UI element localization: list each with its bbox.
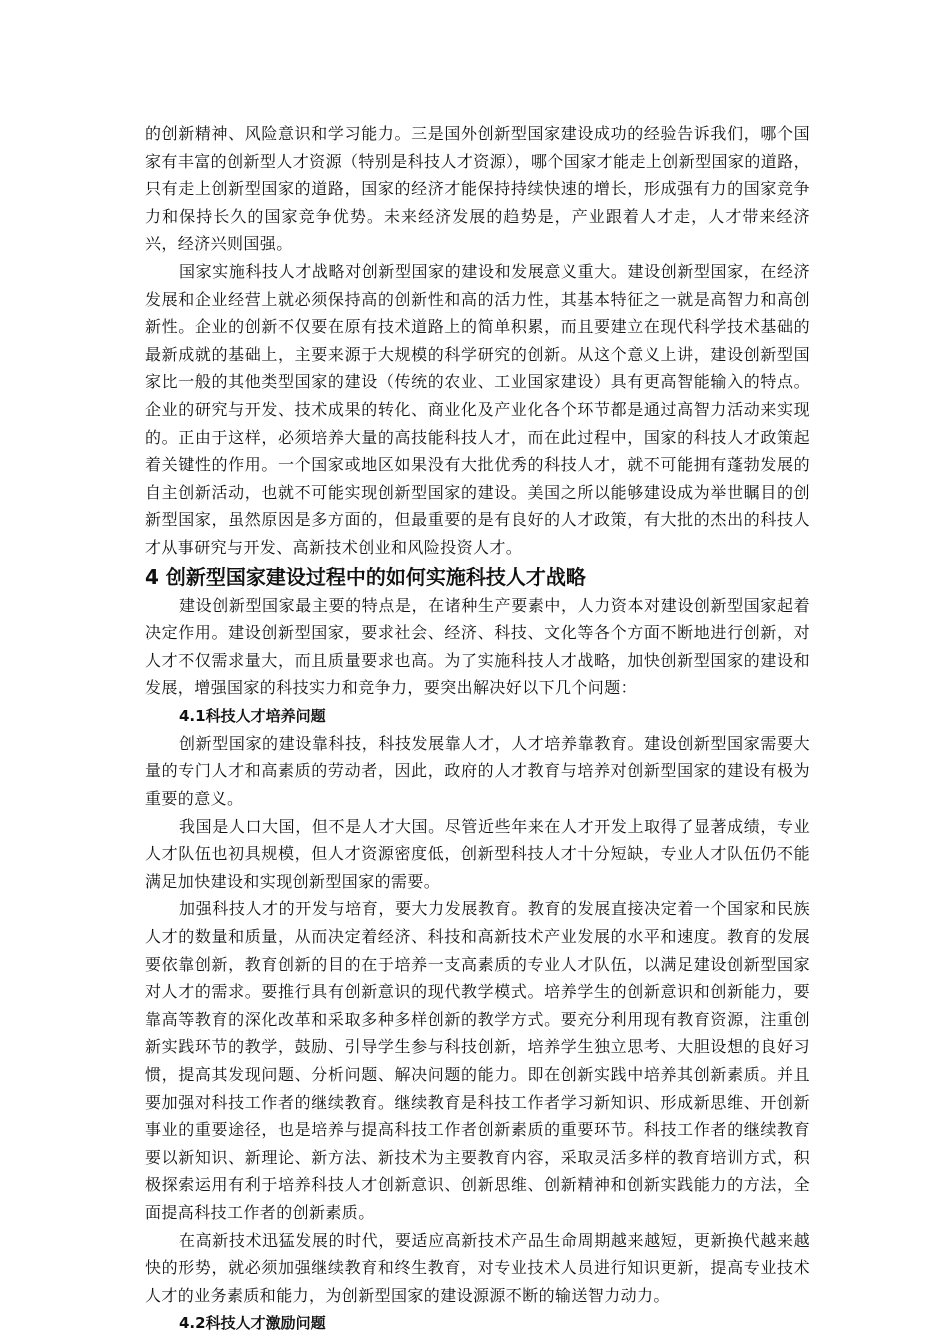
section-4-heading: 4 创新型国家建设过程中的如何实施科技人才战略	[145, 564, 586, 589]
section-4-2-heading: 4.2科技人才激励问题	[179, 1314, 326, 1333]
section-4-1-paragraph: 在高新技术迅猛发展的时代，要适应高新技术产品生命周期越来越短，更新换代越来越快的形势，就必须加强继续教育和终生教育，对专业技术人员进行知识更新，提高专业技术人才的业务素质和能力，为创新型国家的建设源源不断的输送智力动力。	[145, 1230, 810, 1305]
page-content	[145, 120, 810, 1337]
section-4-1-paragraph: 我国是人口大国，但不是人才大国。尽管近些年来在人才开发上取得了显著成绩，专业人才队伍也初具规模，但人才资源密度低，创新型科技人才十分短缺，专业人才队伍仍不能满足加快建设和实现创新型国家的需要。	[145, 816, 810, 891]
paragraph-continuation: 的创新精神、风险意识和学习能力。三是国外创新型国家建设成功的经验告诉我们，哪个国家有丰富的创新型人才资源（特别是科技人才资源），哪个国家才能走上创新型国家的道路，只有走上创新型国家的道路，国家的经济才能保持持续快速的增长，形成强有力的国家竞争力和保持长久的国家竞争优势。未来经济发展的趋势是，产业跟着人才走，人才带来经济兴，经济兴则国强。	[145, 124, 810, 254]
section-4-1-paragraph: 加强科技人才的开发与培育，要大力发展教育。教育的发展直接决定着一个国家和民族人才的数量和质量，从而决定着经济、科技和高新技术产业发展的水平和速度。教育的发展要依靠创新，教育创新的目的在于培养一支高素质的专业人才队伍，以满足建设创新型国家对人才的需求。要推行具有创新意识的现代教学模式。培养学生的创新意识和创新能力，要靠高等教育的深化改革和采取多种多样创新的教学方式。要充分利用现有教育资源，注重创新实践环节的教学，鼓励、引导学生参与科技创新，培养学生独立思考、大胆设想的良好习惯，提高其发现问题、分析问题、解决问题的能力。即在创新实践中培养其创新素质。并且要加强对科技工作者的继续教育。继续教育是科技工作者学习新知识、形成新思维、开创新事业的重要途径，也是培养与提高科技工作者创新素质的重要环节。科技工作者的继续教育要以新知识、新理论、新方法、新技术为主要教育内容，采取灵活多样的教育培训方式，积极探索运用有利于培养科技人才创新意识、创新思维、创新精神和创新实践能力的方法，全面提高科技工作者的创新素质。	[145, 899, 810, 1222]
section-4-1-paragraph: 创新型国家的建设靠科技，科技发展靠人才，人才培养靠教育。建设创新型国家需要大量的专门人才和高素质的劳动者，因此，政府的人才教育与培养对创新型国家的建设有极为重要的意义。	[145, 733, 810, 809]
section-4-1-heading: 4.1科技人才培养问题	[179, 706, 326, 725]
paragraph-strategy-significance: 国家实施科技人才战略对创新型国家的建设和发展意义重大。建设创新型国家，在经济发展和企业经营上就必须保持高的创新性和高的活力性，其基本特征之一就是高智力和高创新性。企业的创新不仅要在原有技术道路上的简单积累，而且要建立在现代科学技术基础的最新成就的基础上，主要来源于大规模的科学研究的创新。从这个意义上讲，建设创新型国家比一般的其他类型国家的建设（传统的农业、工业国家建设）具有更高智能输入的特点。企业的研究与开发、技术成果的转化、商业化及产业化各个环节都是通过高智力活动来实现的。正由于这样，必须培养大量的高技能科技人才，而在此过程中，国家的科技人才政策起着关键性的作用。一个国家或地区如果没有大批优秀的科技人才，就不可能拥有蓬勃发展的自主创新活动，也就不可能实现创新型国家的建设。美国之所以能够建设成为举世瞩目的创新型国家，虽然原因是多方面的，但最重要的是有良好的人才政策，有大批的杰出的科技人才从事研究与开发、高新技术创业和风险投资人才。	[145, 261, 810, 557]
section-4-intro: 建设创新型国家最主要的特点是，在诸种生产要素中，人力资本对建设创新型国家起着决定作用。建设创新型国家，要求社会、经济、科技、文化等各个方面不断地进行创新，对人才不仅需求量大，而且质量要求也高。为了实施科技人才战略，加快创新型国家的建设和发展，增强国家的科技实力和竞争力，要突出解决好以下几个问题：	[145, 595, 810, 698]
